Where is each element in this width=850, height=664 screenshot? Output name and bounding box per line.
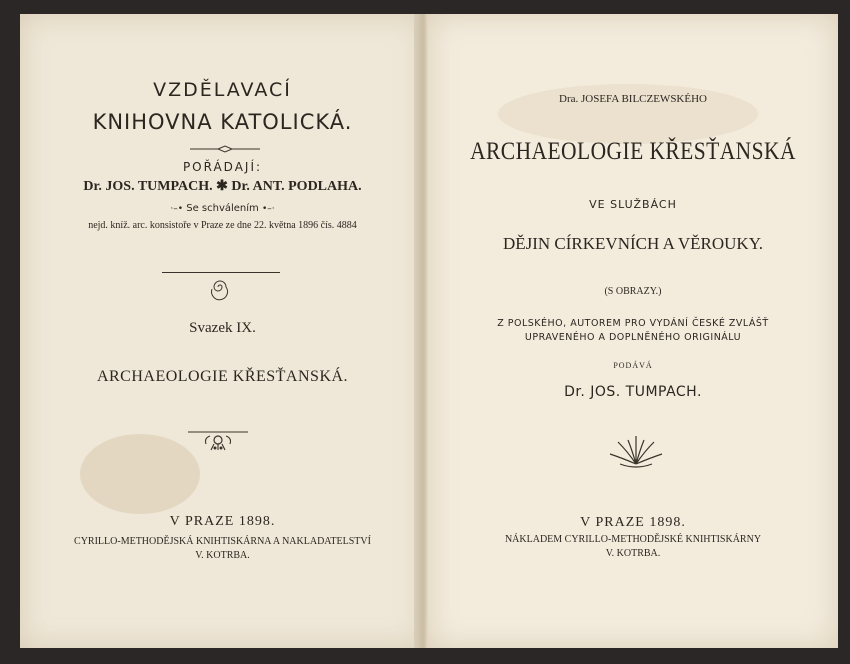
presents-label: PODÁVÁ bbox=[613, 361, 653, 370]
imprint-publisher: CYRILLO-METHODĚJSKÁ KNIHTISKÁRNA A NAKLADATELSTVÍ bbox=[74, 536, 371, 547]
swirl-ornament bbox=[210, 277, 230, 297]
series-line-2: KNIHOVNA KATOLICKÁ. bbox=[92, 110, 353, 134]
paper-stain bbox=[80, 434, 200, 514]
series-line-1: VZDĚLAVACÍ bbox=[153, 79, 292, 101]
volume-title: ARCHAEOLOGIE KŘESŤANSKÁ. bbox=[96, 368, 349, 385]
approval-ornament-left: ·–• bbox=[170, 204, 184, 214]
imprint-place: V PRAZE 1898. bbox=[169, 514, 276, 529]
imprint-place: V PRAZE 1898. bbox=[580, 515, 686, 530]
approval-text: nejd. kníž. arc. konsistoře v Praze ze dne 22. května 1896 čís. 4884 bbox=[88, 220, 357, 231]
editors: Dr. JOS. TUMPACH. ✱ Dr. ANT. PODLAHA. bbox=[83, 179, 362, 194]
subtitle-line-2: DĚJIN CÍRKEVNÍCH A VĚROUKY. bbox=[502, 234, 764, 253]
translator-name: Dr. JOS. TUMPACH. bbox=[564, 384, 702, 400]
organizers-label: POŘÁDAJÍ: bbox=[182, 160, 263, 174]
translation-line-1: Z POLSKÉHO, AUTOREM PRO VYDÁNÍ ČESKÉ ZVLÁŠŤ bbox=[497, 318, 769, 329]
subtitle-line-1: VE SLUŽBÁCH bbox=[589, 198, 677, 211]
main-title: ARCHAEOLOGIE KŘESŤANSKÁ bbox=[470, 138, 796, 165]
translation-line-2: UPRAVENÉHO A DOPLNĚNÉHO ORIGINÁLU bbox=[524, 332, 742, 343]
imprint-name: V. KOTRBA. bbox=[605, 548, 661, 559]
palmette-ornament bbox=[606, 434, 666, 468]
approval-label-text: Se schválením bbox=[186, 203, 259, 214]
illustrations-note: (S OBRAZY.) bbox=[604, 286, 662, 297]
horizontal-rule bbox=[162, 272, 280, 273]
author-line: Dra. JOSEFA BILCZEWSKÉHO bbox=[559, 93, 707, 105]
small-divider-ornament bbox=[190, 144, 260, 154]
left-page bbox=[20, 14, 425, 648]
approval-ornament-right: •–· bbox=[261, 204, 275, 214]
imprint-name: V. KOTRBA. bbox=[195, 550, 250, 561]
imprint-publisher: NÁKLADEM CYRILLO-METHODĚJSKÉ KNIHTISKÁRNY bbox=[504, 534, 762, 545]
right-page bbox=[428, 14, 838, 648]
volume-label: Svazek IX. bbox=[189, 320, 256, 336]
floral-ornament bbox=[188, 426, 248, 452]
approval-label bbox=[20, 203, 425, 214]
